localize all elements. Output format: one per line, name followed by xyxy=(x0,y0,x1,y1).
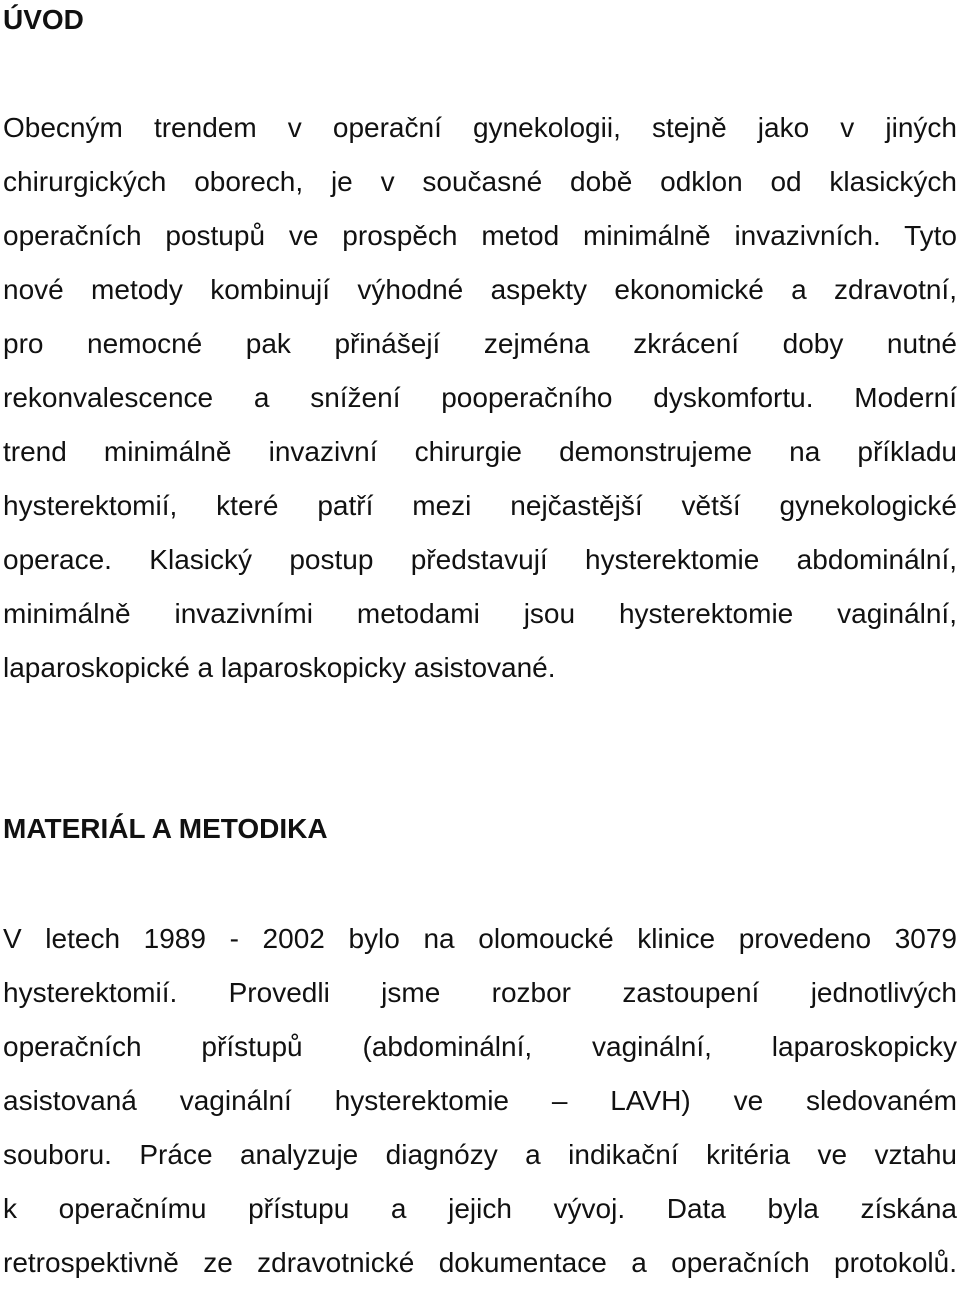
section-heading-material-a-metodika: MATERIÁL A METODIKA xyxy=(3,813,328,844)
text-line: hysterektomií. Provedli jsme rozbor zastoupení jednotlivých xyxy=(3,977,957,1008)
text-line: asistovaná vaginální hysterektomie – LAVH) ve sledovaném xyxy=(3,1085,957,1116)
text-line: operačních přístupů (abdominální, vaginální, laparoskopicky xyxy=(3,1031,957,1062)
paragraph-uvod xyxy=(3,101,957,695)
text-line: rekonvalescence a snížení pooperačního dyskomfortu. Moderní xyxy=(3,382,957,413)
text-line: pro nemocné pak přinášejí zejména zkrácení doby nutné xyxy=(3,328,957,359)
text-line: retrospektivně ze zdravotnické dokumentace a operačních protokolů. xyxy=(3,1247,957,1278)
text-line: souboru. Práce analyzuje diagnózy a indikační kritéria ve vztahu xyxy=(3,1139,957,1170)
text-line: minimálně invazivními metodami jsou hysterektomie vaginální, xyxy=(3,598,957,629)
paragraph-material-a-metodika xyxy=(3,912,957,1290)
text-line: trend minimálně invazivní chirurgie demonstrujeme na příkladu xyxy=(3,436,957,467)
text-line: nové metody kombinují výhodné aspekty ekonomické a zdravotní, xyxy=(3,274,957,305)
section-heading-uvod: ÚVOD xyxy=(3,4,84,35)
text-line: chirurgických oborech, je v současné době odklon od klasických xyxy=(3,166,957,197)
text-line: Obecným trendem v operační gynekologii, stejně jako v jiných xyxy=(3,112,957,143)
text-line: operace. Klasický postup představují hysterektomie abdominální, xyxy=(3,544,957,575)
text-line: laparoskopické a laparoskopicky asistované. xyxy=(3,652,556,683)
text-line: V letech 1989 - 2002 bylo na olomoucké klinice provedeno 3079 xyxy=(3,923,957,954)
text-line: hysterektomií, které patří mezi nejčastější větší gynekologické xyxy=(3,490,957,521)
text-line: operačních postupů ve prospěch metod minimálně invazivních. Tyto xyxy=(3,220,957,251)
text-line: k operačnímu přístupu a jejich vývoj. Data byla získána xyxy=(3,1193,957,1224)
